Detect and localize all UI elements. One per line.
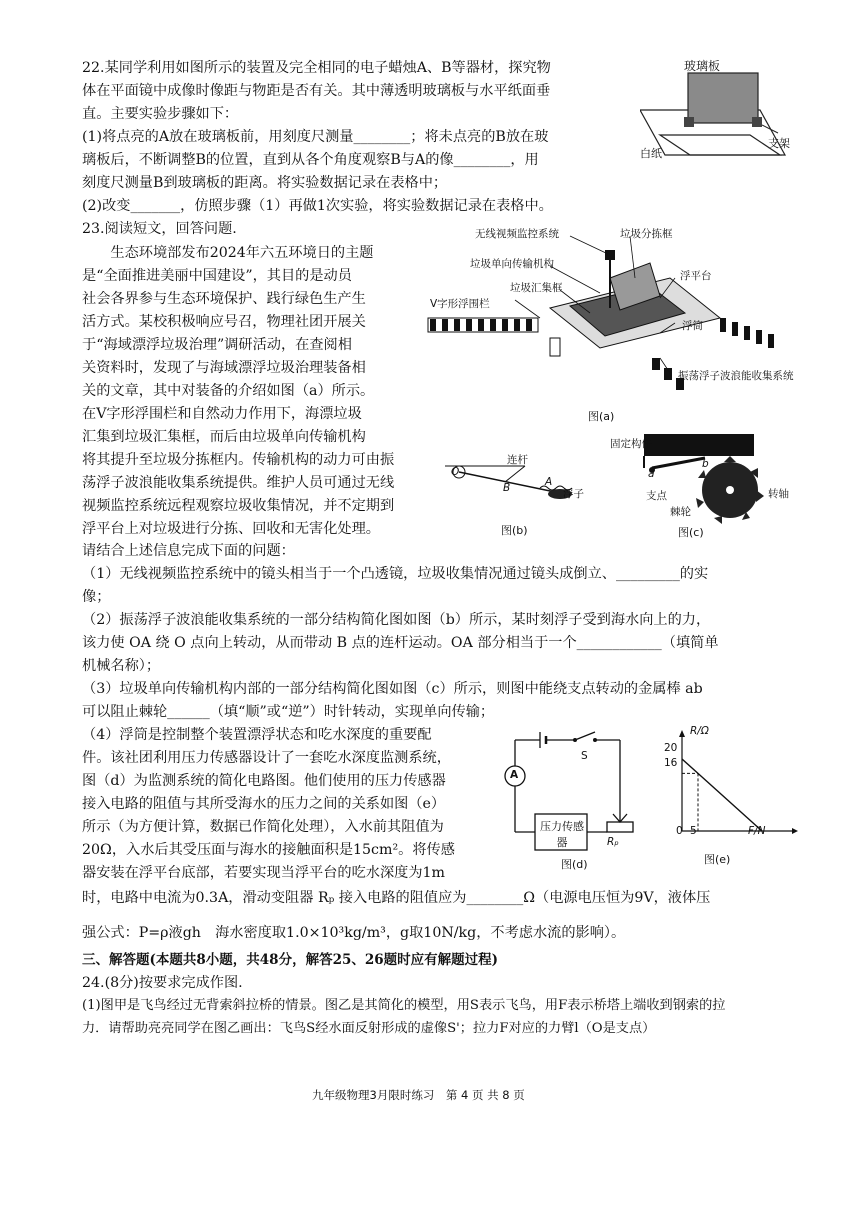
q23-line-12: 荡浮子波浪能收集系统提供。维护人员可通过无线 [82, 475, 395, 491]
q23-line-15: 请结合上述信息完成下面的问题： [82, 543, 295, 559]
label-wheel: 棘轮 [670, 506, 691, 518]
paper-label: 白纸 [640, 147, 662, 160]
label-b: B [503, 482, 511, 494]
x-axis-arrow [792, 828, 798, 834]
label-a: A [545, 476, 553, 488]
q22-glass-figure [640, 55, 790, 165]
tick-y16: 16 [664, 757, 678, 769]
label-fixed: 固定构件 [610, 438, 652, 450]
q22-line-1: 22.某同学利用如图所示的装置及完全相同的电子蜡烛A、B等器材，探究物 [82, 60, 551, 76]
q23-line-9: 在V字形浮围栏和自然动力作用下，海漂垃圾 [82, 406, 362, 422]
q23-line-13: 视频监控系统远程观察垃圾收集情况，并不定期到 [82, 498, 395, 514]
q23-q4-1: （4）浮筒是控制整个装置漂浮状态和吃水深度的重要配 [82, 727, 432, 743]
q24-title: 24.(8分)按要求完成作图. [82, 975, 243, 991]
q23-line-2: 生态环境部发布2024年六五环境日的主题 [82, 245, 374, 261]
q23-q2-c: 机械名称）； [82, 658, 161, 674]
q22-line-4: (1)将点亮的A放在玻璃板前，用刻度尺测量________；将未点亮的B放在玻 [82, 129, 549, 145]
switch-label: S [581, 750, 588, 762]
q22-line-2: 体在平面镜中成像时像距与物距是否有关。其中薄透明玻璃板与水平纸面垂 [82, 83, 551, 99]
y-axis-arrow [679, 730, 685, 737]
q23-line-7: 关资料时，发现了与海域漂浮垃圾治理装备相 [82, 360, 366, 376]
q23-line-1: 23.阅读短文，回答问题. [82, 221, 237, 237]
q23-q4-3: 图（d）为监测系统的简化电路图。他们使用的压力传感器 [82, 773, 446, 789]
section3-heading: 三、解答题(本题共8小题，共48分，解答25、26题时应有解题过程) [82, 952, 499, 968]
caption-a: 图(a) [588, 410, 615, 423]
tick-y20: 20 [664, 742, 678, 754]
page-footer: 九年级物理3月限时练习 第 4 页 共 8 页 [312, 1088, 525, 1102]
q23-q4-7: 器安装在浮平台底部，若要实现当浮平台的吃水深度为1m [82, 865, 445, 881]
q23-q1-a: （1）无线视频监控系统中的镜头相当于一个凸透镜，垃圾收集情况通过镜头成倒立、_________的实 [82, 566, 709, 582]
ylabel: R/Ω [690, 725, 709, 737]
stand-label: 支架 [768, 137, 790, 150]
xlabel: F/N [748, 825, 766, 837]
q23-q4-6: 20Ω，入水后其受压面与海水的接触面积是15cm²。将传感 [82, 842, 455, 858]
q22-line-6: 刻度尺测量B到玻璃板的距离。将实验数据记录在表格中； [82, 175, 448, 191]
tick-x0: 0 [676, 825, 683, 837]
q23-q4-tail-1: 时，电路中电流为0.3A，滑动变阻器 Rₚ 接入电路的阻值应为________Ω（电源电压恒为9V，液体压 [82, 890, 711, 906]
label-transfer: 垃圾单向传输机构 [470, 258, 554, 270]
sensor-label: 压力传感器 [540, 820, 584, 849]
label-o: O [451, 466, 460, 478]
figure-a [420, 218, 810, 428]
glass-label: 玻璃板 [684, 59, 721, 73]
ammeter-label: A [510, 769, 519, 781]
q23-line-3: 是“全面推进美丽中国建设”，其目的是动员 [82, 268, 352, 284]
label-collect: 垃圾汇集框 [510, 282, 563, 294]
label-fence: V字形浮围栏 [430, 298, 490, 310]
q23-q4-4: 接入电路的阻值与其所受海水的压力之间的关系如图（e） [82, 796, 446, 812]
q23-q3-b: 可以阻止棘轮______（填“顺”或“逆”）时针转动，实现单向传输； [82, 704, 495, 720]
figure-c [610, 428, 810, 538]
figure-d [495, 728, 645, 878]
label-wave: 振荡浮子波浪能收集系统 [678, 370, 794, 382]
label-float: 浮筒 [682, 320, 703, 332]
q23-q1-b: 像； [82, 589, 111, 605]
caption-d: 图(d) [561, 858, 588, 871]
q22-line-3: 直。主要实验步骤如下： [82, 106, 239, 122]
label-platform: 浮平台 [680, 270, 712, 282]
q23-q2-a: （2）振荡浮子波浪能收集系统的一部分结构简化图如图（b）所示，某时刻浮子受到海水向上的力， [82, 612, 711, 628]
label-camera: 无线视频监控系统 [475, 228, 559, 240]
q23-line-10: 汇集到垃圾汇集框，而后由垃圾单向传输机构 [82, 429, 366, 445]
series-line [682, 759, 762, 831]
q23-line-6: 于“海域漂浮垃圾治理”调研活动，在查阅相 [82, 337, 352, 353]
label-pivot: 支点 [646, 490, 667, 502]
caption-c: 图(c) [678, 526, 704, 539]
rp-label: Rₚ [607, 836, 619, 848]
label-ca: a [648, 468, 655, 480]
tick-x5: 5 [690, 825, 697, 837]
q23-line-8: 关的文章，其中对装备的介绍如图（a）所示。 [82, 383, 375, 399]
q23-line-14: 浮平台上对垃圾进行分拣、回收和无害化处理。 [82, 521, 380, 537]
figure-b [445, 448, 595, 538]
label-sort: 垃圾分拣框 [620, 228, 673, 240]
caption-e: 图(e) [704, 853, 731, 866]
label-axle: 转轴 [768, 488, 789, 500]
q22-line-7: (2)改变_______，仿照步骤（1）再做1次实验，将实验数据记录在表格中。 [82, 198, 553, 214]
label-cb: b [702, 458, 709, 470]
q22-line-5: 璃板后，不断调整B的位置，直到从各个角度观察B与A的像________，用 [82, 152, 539, 168]
q23-q2-b: 该力使 OA 绕 O 点向上转动，从而带动 B 点的连杆运动。OA 部分相当于一个____________（填简单 [82, 635, 719, 651]
q24-1-a: (1)图甲是飞鸟经过无背索斜拉桥的情景。图乙是其简化的模型，用S表示飞鸟，用F表示桥塔上端收到钢索的拉 [82, 998, 726, 1013]
q23-q4-tail-2: 强公式：P=ρ液gh 海水密度取1.0×10³kg/m³，g取10N/kg，不考虑水流的影响）。 [82, 925, 626, 941]
q23-q4-5: 所示（为方便计算，数据已作简化处理），入水前其阻值为 [82, 819, 444, 835]
q23-line-11: 将其提升至垃圾分拣框内。传输机构的动力可由振 [82, 452, 395, 468]
figure-e [660, 725, 800, 877]
caption-b: 图(b) [501, 524, 528, 537]
label-rod: 连杆 [507, 454, 528, 466]
q23-q4-2: 件。该社团利用压力传感器设计了一套吃水深度监测系统， [82, 750, 451, 766]
q23-line-4: 社会各界参与生态环境保护、践行绿色生产生 [82, 291, 366, 307]
q23-line-5: 活方式。某校积极响应号召，物理社团开展关 [82, 314, 366, 330]
label-float-b: 浮子 [563, 488, 584, 500]
q23-q3-a: （3）垃圾单向传输机构内部的一部分结构简化图如图（c）所示，则图中能绕支点转动的金属棒 ab [82, 681, 703, 697]
q24-1-b: 力．请帮助亮亮同学在图乙画出：飞鸟S经水面反射形成的虚像S'；拉力F对应的力臂l（O是支点） [82, 1021, 656, 1036]
